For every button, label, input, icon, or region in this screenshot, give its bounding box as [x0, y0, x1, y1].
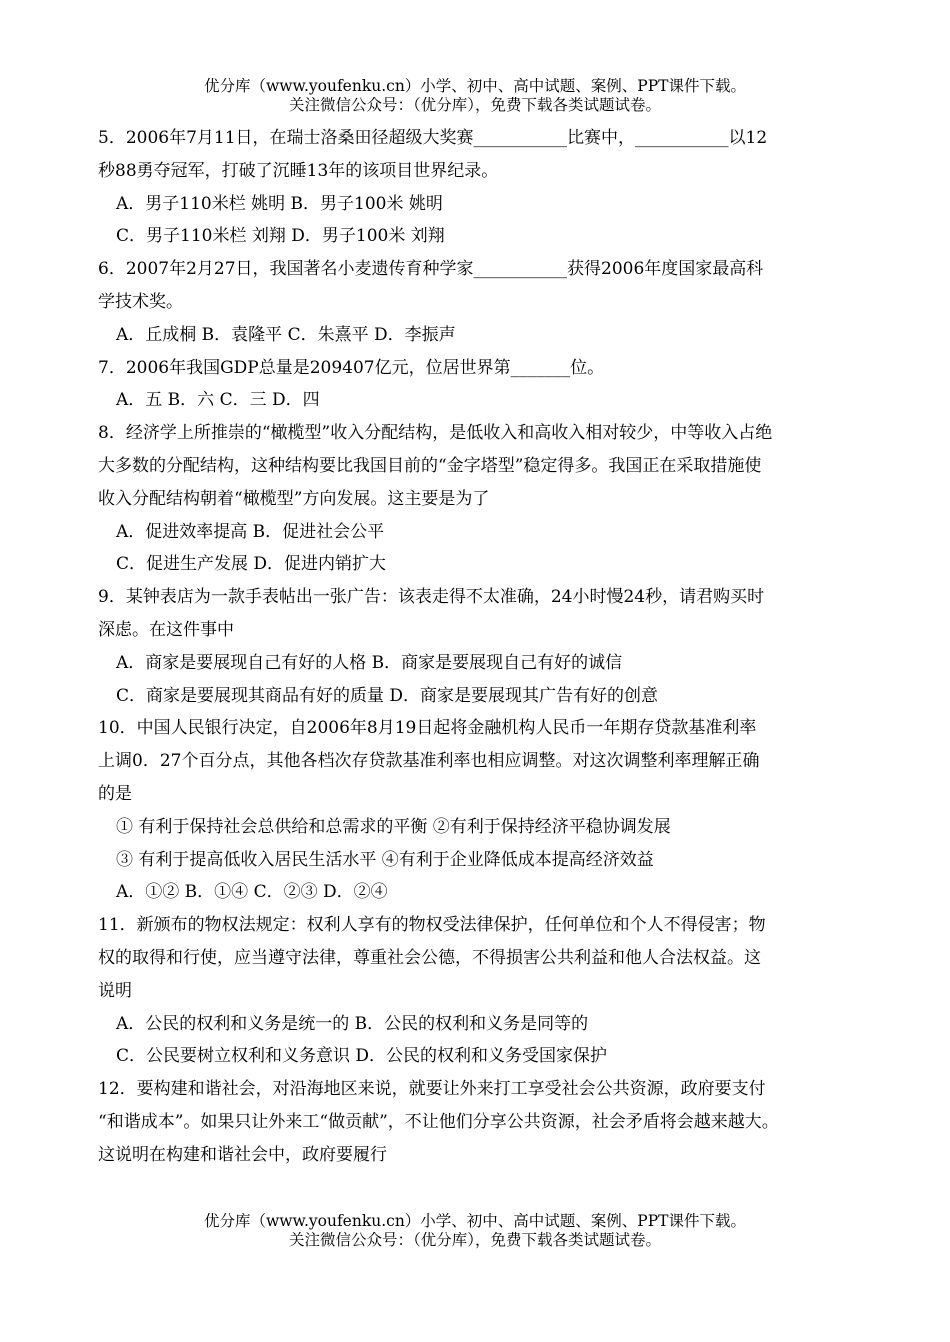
option-line: A．五 B．六 C．三 D．四: [116, 390, 320, 411]
question-line: 这说明在构建和谐社会中，政府要履行: [98, 1144, 387, 1165]
header-line-2: 关注微信公众号：（优分库），免费下载各类试题试卷。: [288, 96, 661, 114]
question-body: [98, 122, 858, 1172]
option-line: A．丘成桐 B．袁隆平 C．朱熹平 D．李振声: [116, 324, 456, 345]
option-line: A．公民的权利和义务是统一的 B．公民的权利和义务是同等的: [116, 1013, 589, 1034]
page-footer: [0, 1212, 950, 1250]
option-line: ① 有利于保持社会总供给和总需求的平衡 ②有利于保持经济平稳协调发展: [116, 816, 671, 837]
option-line: C．男子110米栏 刘翔 D．男子100米 刘翔: [116, 226, 445, 247]
question-line: 的是: [98, 783, 132, 804]
question-line: 上调0．27个百分点，其他各档次存贷款基准利率也相应调整。对这次调整利率理解正确: [98, 751, 760, 772]
question-line: 说明: [98, 980, 132, 1001]
option-line: C．商家是要展现其商品有好的质量 D．商家是要展现其广告有好的创意: [116, 685, 659, 706]
option-line: A．促进效率提高 B．促进社会公平: [116, 521, 385, 542]
question-line: 大多数的分配结构，这种结构要比我国目前的“金字塔型”稳定得多。我国正在采取措施使: [98, 455, 762, 476]
option-line: C．促进生产发展 D．促进内销扩大: [116, 554, 387, 575]
option-line: ③ 有利于提高低收入居民生活水平 ④有利于企业降低成本提高经济效益: [116, 849, 654, 870]
question-line: 12．要构建和谐社会，对沿海地区来说，就要让外来打工享受社会公共资源，政府要支付: [98, 1079, 766, 1100]
question-line: 7．2006年我国GDP总量是209407亿元，位居世界第_______位。: [98, 357, 605, 378]
question-line: 权的取得和行使，应当遵守法律，尊重社会公德，不得损害公共利益和他人合法权益。这: [98, 947, 761, 968]
option-line: A．商家是要展现自己有好的人格 B．商家是要展现自己有好的诚信: [116, 652, 623, 673]
footer-line-2: 关注微信公众号：（优分库），免费下载各类试题试卷。: [288, 1231, 661, 1249]
header-line-1: 优分库（www.youfenku.cn）小学、初中、高中试题、案例、PPT课件下载。: [203, 77, 747, 95]
question-line: 秒88勇夺冠军，打破了沉睡13年的该项目世界纪录。: [98, 160, 499, 181]
footer-line-1: 优分库（www.youfenku.cn）小学、初中、高中试题、案例、PPT课件下载。: [203, 1212, 747, 1230]
option-line: A．①② B．①④ C．②③ D．②④: [116, 882, 388, 903]
option-line: A．男子110米栏 姚明 B．男子100米 姚明: [116, 193, 443, 214]
question-line: 8．经济学上所推崇的“橄榄型”收入分配结构，是低收入和高收入相对较少，中等收入占绝: [98, 423, 773, 444]
question-line: “和谐成本”。如果只让外来工“做贡献”，不让他们分享公共资源，社会矛盾将会越来越大。: [98, 1111, 779, 1132]
question-line: 11．新颁布的物权法规定：权利人享有的物权受法律保护，任何单位和个人不得侵害；物: [98, 915, 766, 936]
question-line: 学技术奖。: [98, 291, 183, 312]
question-line: 深虑。在这件事中: [98, 619, 234, 640]
question-line: 9．某钟表店为一款手表帖出一张广告：该表走得不太准确，24小时慢24秒，请君购买时: [98, 587, 765, 608]
option-line: C．公民要树立权利和义务意识 D．公民的权利和义务受国家保护: [116, 1046, 608, 1067]
question-line: 10．中国人民银行决定，自2006年8月19日起将金融机构人民币一年期存贷款基准利率: [98, 718, 757, 739]
question-line: 5．2006年7月11日，在瑞士洛桑田径超级大奖赛___________比赛中，___________以12: [98, 128, 768, 148]
question-line: 收入分配结构朝着“橄榄型”方向发展。这主要是为了: [98, 488, 490, 509]
page-header: [0, 77, 950, 115]
question-line: 6．2007年2月27日，我国著名小麦遗传育种学家___________获得2006年度国家最高科: [98, 259, 764, 280]
